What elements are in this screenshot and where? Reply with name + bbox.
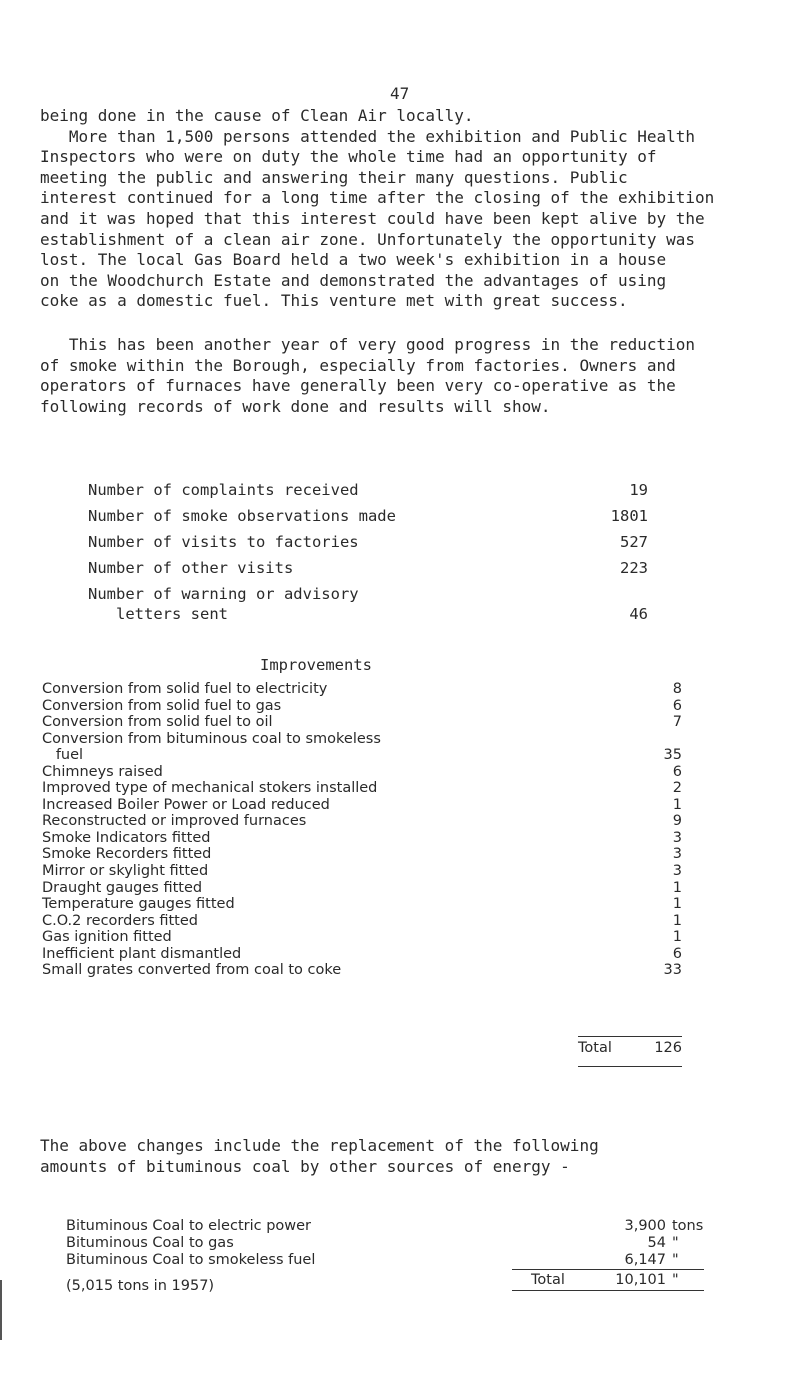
coal-row [66,1252,716,1269]
improvement-row [42,731,682,748]
coal-total-unit: " [672,1272,679,1288]
stat-label: Number of other visits [88,559,294,577]
stat-label: Number of smoke observations made [88,507,396,525]
stat-row [88,532,648,558]
coal-unit: " [672,1235,679,1251]
text-line: following records of work done and results will show. [40,396,551,416]
page-number: 47 [390,84,410,103]
text-line: Inspectors who were on duty the whole time had an opportunity of [40,147,657,167]
coal-label: Bituminous Coal to electric power [66,1218,312,1234]
improvement-row [42,896,682,913]
improvement-label: Inefficient plant dismantled [42,945,242,962]
improvement-label: Temperature gauges fitted [42,896,235,913]
improvement-row [42,929,682,946]
improvements-table [42,681,682,979]
stat-value: 19 [629,481,648,499]
improvement-value: 1 [672,929,682,946]
improvement-label: Conversion from solid fuel to gas [42,697,282,714]
improvement-value: 3 [672,863,682,880]
improvement-value: 1 [672,912,682,929]
improvement-value: 33 [663,962,682,979]
total-value: 126 [654,1040,682,1056]
improvement-value: 1 [672,879,682,896]
coal-value: 6,147 [624,1252,666,1268]
improvement-value: 2 [672,780,682,797]
improvement-row [42,813,682,830]
coal-replacement-table [66,1218,716,1269]
stat-label: Number of warning or advisory letters sent [88,585,359,623]
coal-unit: " [672,1252,679,1268]
improvement-row [42,962,682,979]
improvement-label: Draught gauges fitted [42,879,203,896]
total-label: Total [578,1040,612,1056]
improvement-label: Smoke Indicators fitted [42,829,211,846]
improvement-label: Small grates converted from coal to coke [42,962,342,979]
improvement-row [42,698,682,715]
improvement-value: 7 [672,714,682,731]
coal-label: Bituminous Coal to smokeless fuel [66,1252,316,1268]
improvement-label: Gas ignition fitted [42,929,172,946]
coal-value: 3,900 [624,1218,666,1234]
improvement-value: 35 [663,747,682,764]
coal-note: (5,015 tons in 1957) [66,1278,215,1294]
total-rule-top [578,1036,682,1037]
coal-label: Bituminous Coal to gas [66,1235,234,1251]
improvement-row [42,846,682,863]
coal-total-value: 10,101 [615,1272,666,1288]
improvement-value: 6 [672,945,682,962]
coal-value: 54 [647,1235,666,1251]
improvement-value: 3 [672,829,682,846]
improvement-label: Reconstructed or improved furnaces [42,813,307,830]
coal-row [66,1218,716,1235]
improvement-value: 1 [672,796,682,813]
improvement-value: 1 [672,896,682,913]
improvement-label: C.O.2 recorders fitted [42,912,198,929]
improvement-value: 8 [672,681,682,697]
text-line: More than 1,500 persons attended the exhibition and Public Health [40,126,696,146]
improvement-row [42,681,682,698]
improvement-row [42,863,682,880]
stat-value: 527 [620,533,648,551]
improvement-label: Chimneys raised [42,763,163,780]
improvement-label: Conversion from solid fuel to oil [42,714,273,731]
text-line: lost. The local Gas Board held a two week's exhibition in a house [40,250,667,270]
stat-label: Number of visits to factories [88,533,359,551]
text-line: This has been another year of very good progress in the reduction [40,335,696,354]
improvement-label: Improved type of mechanical stokers installed [42,780,378,797]
text-line: coke as a domestic fuel. This venture met with great success. [40,291,628,311]
margin-scan-line [0,1280,2,1340]
progress-paragraph [40,335,780,417]
text-line: being done in the cause of Clean Air locally. [40,106,474,125]
improvement-label: Smoke Recorders fitted [42,846,212,863]
text-line: operators of furnaces have generally been very co-operative as the [40,376,676,396]
coal-total-label: Total [531,1272,565,1288]
text-line: and it was hoped that this interest could have been kept alive by the [40,208,705,228]
improvement-label: Conversion from bituminous coal to smokeless [42,730,381,747]
improvement-value: 6 [672,763,682,780]
improvement-value: 3 [672,846,682,863]
improvement-row [42,797,682,814]
improvement-row [42,880,682,897]
stat-value: 46 [629,605,648,623]
text-line: The above changes include the replacement of the following [40,1136,599,1155]
improvement-row [42,764,682,781]
stat-value: 1801 [610,507,648,525]
improvement-label: Increased Boiler Power or Load reduced [42,796,330,813]
improvement-row [42,780,682,797]
improvement-row [42,747,682,764]
improvement-label: fuel [42,747,84,764]
coal-total-rule-bottom [512,1290,704,1291]
text-line: interest continued for a long time after the closing of the exhibition [40,188,715,208]
intro-paragraph [40,106,780,312]
stat-row [88,584,648,636]
text-line: establishment of a clean air zone. Unfortunately the opportunity was [40,229,696,249]
stat-row [88,506,648,532]
improvement-value: 9 [672,813,682,830]
coal-row [66,1235,716,1252]
total-rule-bottom [578,1066,682,1067]
text-line: on the Woodchurch Estate and demonstrated the advantages of using [40,270,667,290]
coal-total-rule-top [512,1269,704,1270]
replacement-paragraph [40,1136,780,1177]
stat-row [88,558,648,584]
coal-unit: tons [672,1218,704,1234]
improvement-row [42,946,682,963]
improvement-label: Mirror or skylight fitted [42,863,209,880]
text-line: amounts of bituminous coal by other sources of energy - [40,1156,570,1176]
improvement-row [42,913,682,930]
text-line: of smoke within the Borough, especially from factories. Owners and [40,355,676,375]
improvement-label: Conversion from solid fuel to electricity [42,681,328,697]
improvement-value: 6 [672,697,682,714]
work-statistics-list [88,480,648,636]
improvement-row [42,830,682,847]
improvements-heading: Improvements [260,656,372,674]
stat-label: Number of complaints received [88,481,359,499]
improvement-row [42,714,682,731]
stat-row [88,480,648,506]
stat-value: 223 [620,559,648,577]
text-line: meeting the public and answering their many questions. Public [40,167,628,187]
